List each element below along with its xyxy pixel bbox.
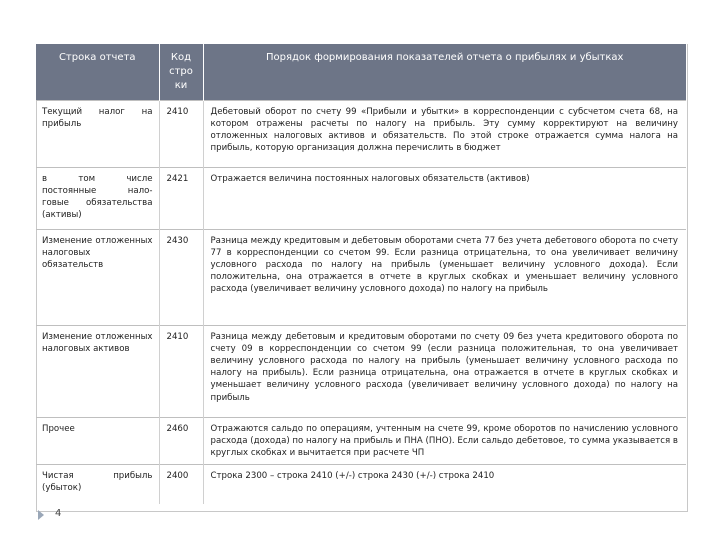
row-label: Чистая прибыль (убыток): [36, 464, 159, 504]
row-label: Изменение отложенных налоговых активов: [36, 325, 159, 417]
table-row: [36, 417, 686, 464]
table-row: [36, 464, 686, 504]
row-description: Разница между кредитовым и дебетовым оборотами счета 77 без учета дебетового оборота по счету 77 в корреспонденции со счетом 99. Если разница отрицательна, то она увеличивает величину условного расхода по налогу на прибыль (уменьшает величину условного дохода). Если положительна, она отражается в отчете в круглых скобках и уменьшает величину условного расхода (увеличивает величину условного дохода) по налогу на прибыль: [203, 229, 686, 325]
table-header-row: [36, 44, 686, 100]
profit-loss-table: [36, 44, 686, 504]
row-description: Разница между дебетовым и кредитовым оборотами по счету 09 без учета кредитового оборота по счету 09 в корреспонденции со счетом 99 (если разница положительная, то она увеличивает величину условного расхода по налогу на прибыль (уменьшает величину условного расхода по налогу на прибыль). Если разница отрицательна, она отражается в отчете в круглых скобках и уменьшает величину условного расхода (увеличивает величину условного дохода) по налогу на прибыль: [203, 325, 686, 417]
slide-marker-icon: [38, 510, 44, 520]
row-code: 2410: [159, 100, 203, 167]
row-code: 2460: [159, 417, 203, 464]
row-description: Отражаются сальдо по операциям, учтенным на счете 99, кроме оборотов по начислению условного расхода (дохода) по налогу на прибыль и ПНА (ПНО). Если сальдо дебетовое, то сумма указывается в круглых скобках и вычитается при расчете ЧП: [203, 417, 686, 464]
row-description: Дебетовый оборот по счету 99 «Прибыли и убытки» в корреспонденции с субсчетом счета 68, на котором отражены расчеты по налогу на прибыль. Эту сумму корректируют на величину отложенных налоговых активов и обязательств. По этой строке отражается сумма налога на прибыль, которую организация должна перечислить в бюджет: [203, 100, 686, 167]
row-code: 2400: [159, 464, 203, 504]
row-code: 2410: [159, 325, 203, 417]
row-description: Отражается величина постоянных налоговых обязательств (активов): [203, 167, 686, 229]
row-label: в том числе постоянные нало- говые обязательства (активы): [36, 167, 159, 229]
row-label: Прочее: [36, 417, 159, 464]
row-label: Текущий налог на прибыль: [36, 100, 159, 167]
row-code: 2430: [159, 229, 203, 325]
page-number: 4: [55, 508, 62, 519]
row-description: Строка 2300 – строка 2410 (+/-) строка 2430 (+/-) строка 2410: [203, 464, 686, 504]
row-label: Изменение отложенных налоговых обязательств: [36, 229, 159, 325]
header-formation-order: Порядок формирования показателей отчета о прибылях и убытках: [203, 44, 686, 100]
header-report-line: Строка отчета: [36, 44, 159, 100]
table-row: [36, 325, 686, 417]
row-code: 2421: [159, 167, 203, 229]
header-line-code: Код стро ки: [159, 44, 203, 100]
table-row: [36, 229, 686, 325]
table-row: [36, 167, 686, 229]
table-row: [36, 100, 686, 167]
